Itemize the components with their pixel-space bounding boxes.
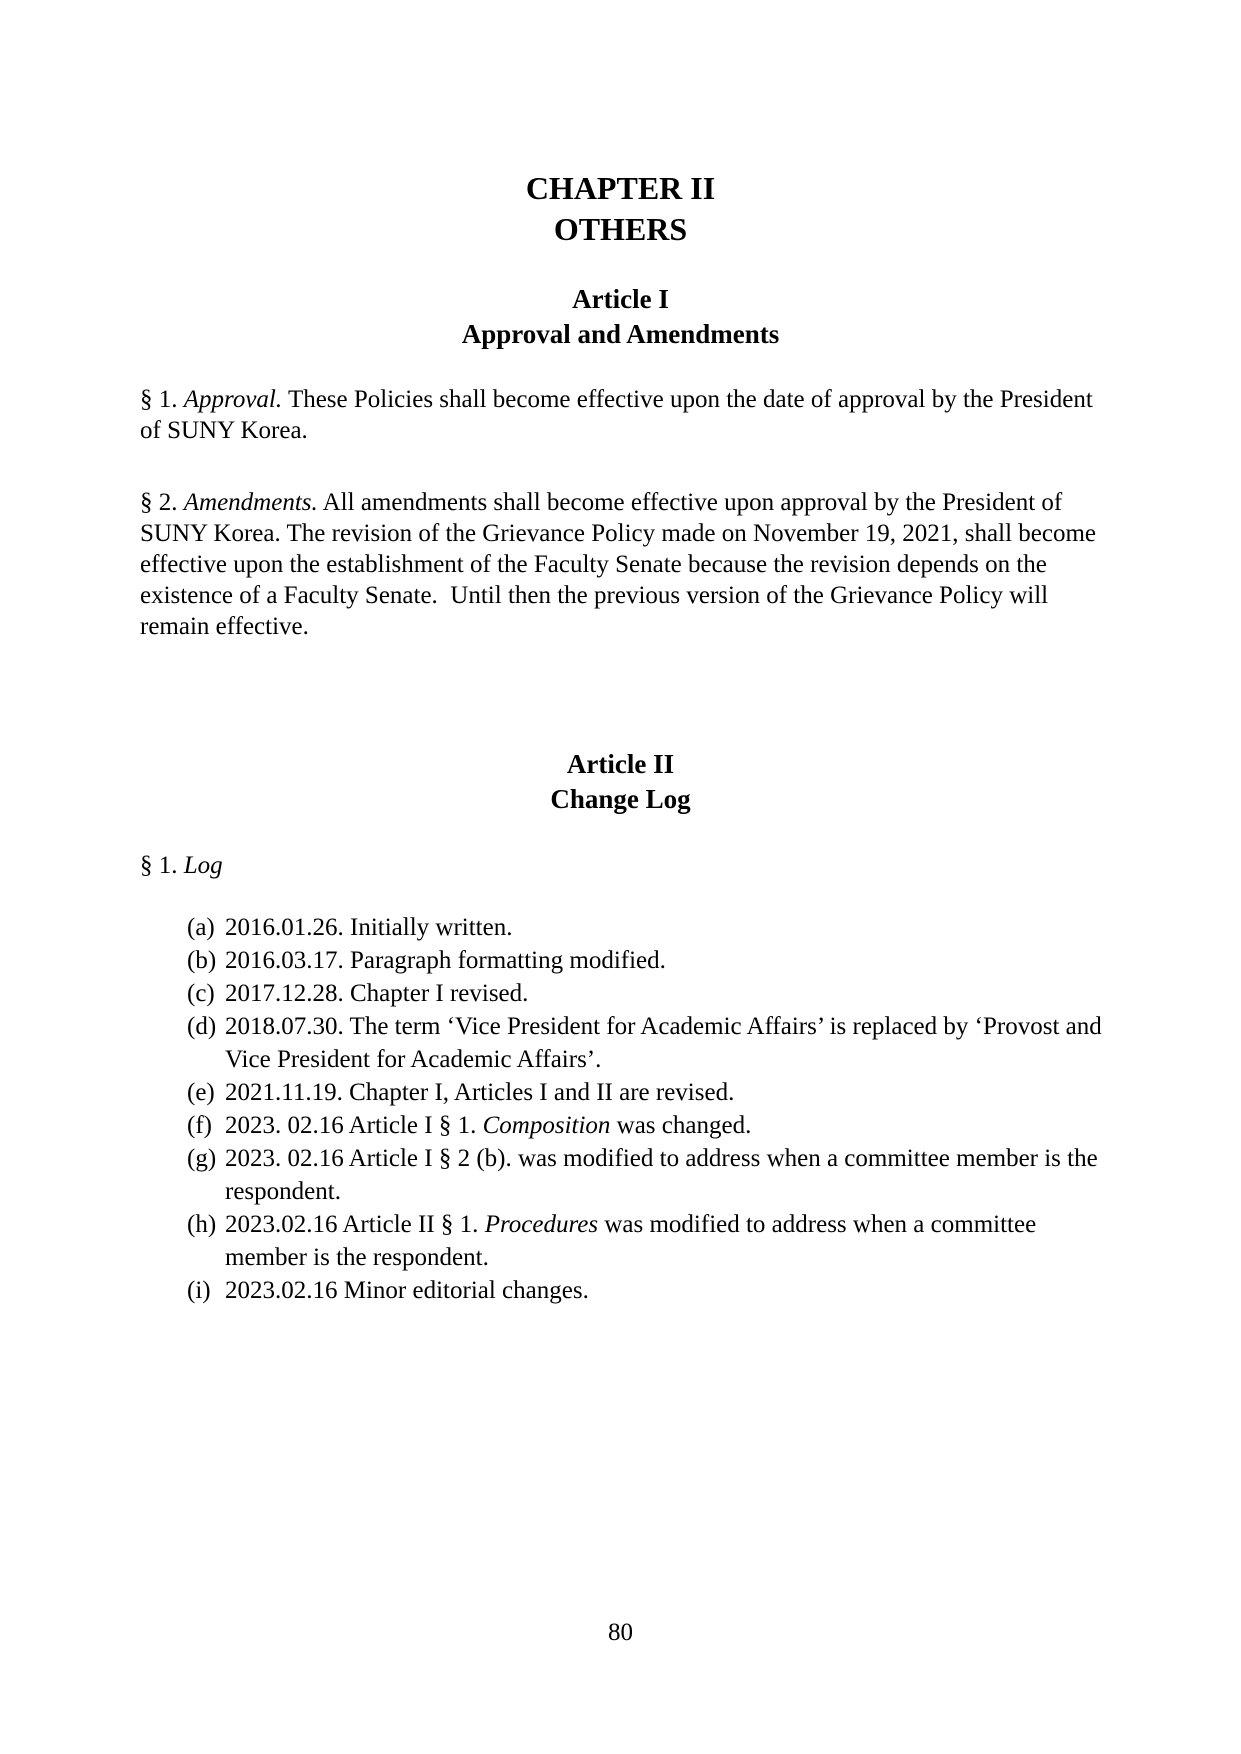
- article-1-heading: [0, 282, 1241, 352]
- page-number: 80: [608, 1619, 633, 1646]
- section-label: § 1.: [140, 852, 178, 879]
- section-term: Amendments.: [183, 489, 318, 516]
- list-item-marker: (a): [187, 914, 215, 941]
- section-body: All amendments shall become effective upon approval by the President of SUNY Korea. The revision of the Grievance Policy made on November 19, 2021, shall become effective upon the establishment of the Faculty Senate because the revision depends on the existence of a Faculty Senate. Until then the previous version of the Grievance Policy will remain effective.: [140, 489, 1103, 640]
- list-item-text: [225, 911, 1106, 944]
- section-term: Approval.: [183, 386, 283, 413]
- list-item: [140, 1109, 1106, 1142]
- list-item-text-post: was modified to address when a committee member is the respondent.: [225, 1211, 1043, 1271]
- list-item-text-pre: 2017.12.28. Chapter I revised.: [225, 980, 529, 1007]
- change-log-list: [140, 911, 1106, 1307]
- chapter-title: CHAPTER II: [525, 170, 716, 206]
- list-item: [140, 977, 1106, 1010]
- list-item-marker: (b): [187, 947, 217, 974]
- list-item-text-pre: 2021.11.19. Chapter I, Articles I and II are revised.: [225, 1079, 735, 1106]
- list-item-marker: (c): [187, 980, 215, 1007]
- list-item-text-pre: 2023. 02.16 Article I § 2 (b). was modified to address when a committee member is the respondent.: [225, 1145, 1104, 1205]
- list-item-text: [225, 1274, 1106, 1307]
- list-item: [140, 944, 1106, 977]
- list-item-text-post: was changed.: [610, 1112, 752, 1139]
- section-paragraph: [140, 384, 1106, 446]
- article-subheading: Change Log: [550, 784, 691, 814]
- list-item: [140, 911, 1106, 944]
- list-item-text-pre: 2016.03.17. Paragraph formatting modified.: [225, 947, 666, 974]
- list-item-marker: (h): [187, 1211, 217, 1238]
- list-item-text-pre: 2023.02.16 Minor editorial changes.: [225, 1277, 589, 1304]
- list-item-text: [225, 1142, 1106, 1208]
- list-item-text-pre: 2018.07.30. The term ‘Vice President for Academic Affairs’ is replaced by ‘Provost and Vice President for Academic Affairs’.: [225, 1013, 1108, 1073]
- list-item-text: [225, 1010, 1106, 1076]
- list-item-text-em: Procedures: [484, 1211, 599, 1238]
- list-item: [140, 1076, 1106, 1109]
- section-label: § 1.: [140, 386, 178, 413]
- list-item-text-pre: 2023.02.16 Article II § 1.: [225, 1211, 485, 1238]
- list-item: [140, 1274, 1106, 1307]
- list-item-text: [225, 1109, 1106, 1142]
- article-heading: Article II: [566, 749, 675, 779]
- list-item-marker: (g): [187, 1145, 217, 1172]
- section-label: § 2.: [140, 489, 178, 516]
- section-term: Log: [183, 852, 223, 879]
- list-item: [140, 1142, 1106, 1208]
- list-item-marker: (d): [187, 1013, 217, 1040]
- list-item-text: [225, 944, 1106, 977]
- section-body: These Policies shall become effective upon the date of approval by the President of SUNY Korea.: [140, 386, 1100, 444]
- list-item-text-pre: 2016.01.26. Initially written.: [225, 914, 513, 941]
- chapter-subtitle: OTHERS: [553, 211, 688, 247]
- list-item-text: [225, 1076, 1106, 1109]
- list-item-text-pre: 2023. 02.16 Article I § 1.: [225, 1112, 483, 1139]
- section-paragraph: [140, 850, 1106, 881]
- chapter-heading: [0, 168, 1241, 250]
- list-item-text: [225, 977, 1106, 1010]
- list-item: [140, 1208, 1106, 1274]
- list-item-text-em: Composition: [482, 1112, 611, 1139]
- list-item: [140, 1010, 1106, 1076]
- article-heading: Article I: [572, 284, 669, 314]
- list-item-marker: (f): [187, 1112, 212, 1139]
- list-item-text: [225, 1208, 1106, 1274]
- article-subheading: Approval and Amendments: [461, 319, 780, 349]
- list-item-marker: (e): [187, 1079, 215, 1106]
- article-2-heading: [0, 747, 1241, 817]
- section-paragraph: [140, 487, 1106, 642]
- list-item-marker: (i): [187, 1277, 211, 1304]
